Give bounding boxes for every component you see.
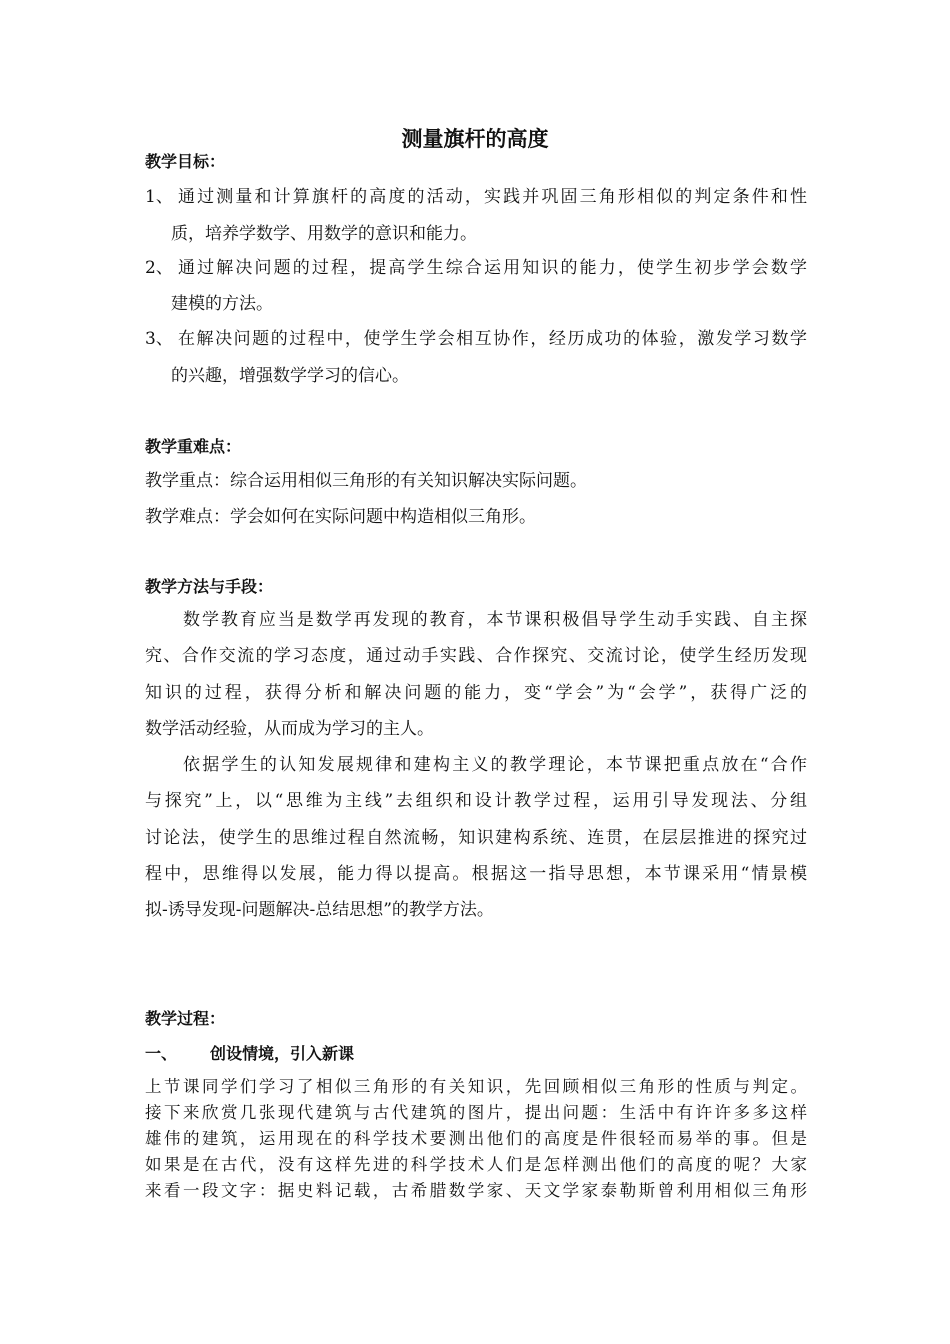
- process-line-1: 上节课同学们学习了相似三角形的有关知识，先回顾相似三角形的性质与判定。: [145, 1077, 807, 1096]
- methods-p1-line2: 究、合作交流的学习态度，通过动手实践、合作探究、交流讨论，使学生经历发现: [145, 646, 807, 666]
- methods-p1-line4: 数学活动经验，从而成为学习的主人。: [145, 719, 434, 739]
- methods-p2-line4: 程中，思维得以发展，能力得以提高。根据这一指导思想，本节课采用“情景模: [145, 864, 807, 884]
- methods-p2-line2: 与探究”上，以“思维为主线”去组织和设计教学过程，运用引导发现法、分组: [145, 791, 807, 811]
- methods-p1-line3: 知识的过程，获得分析和解决问题的能力，变“学会”为“会学”，获得广泛的: [145, 683, 807, 703]
- keypoints-heading: 教学重难点：: [145, 437, 242, 456]
- page-title: 测量旗杆的高度: [401, 127, 549, 151]
- process-line-5: 来看一段文字：据史料记载，古希腊数学家、天文学家泰勒斯曾利用相似三角形: [145, 1181, 807, 1200]
- methods-heading: 教学方法与手段：: [145, 577, 274, 596]
- methods-p2-line5: 拟-诱导发现-问题解决-总结思想”的教学方法。: [145, 900, 494, 920]
- objective-2-line2: 建模的方法。: [171, 294, 273, 314]
- objective-2-number: 2、: [145, 258, 173, 278]
- methods-p2-line1: 依据学生的认知发展规律和建构主义的教学理论，本节课把重点放在“合作: [183, 755, 807, 775]
- objectives-heading: 教学目标：: [145, 152, 226, 171]
- objective-1-line1: 通过测量和计算旗杆的高度的活动，实践并巩固三角形相似的判定条件和性: [178, 187, 807, 207]
- process-line-4: 如果是在古代，没有这样先进的科学技术人们是怎样测出他们的高度的呢？大家: [145, 1155, 807, 1174]
- objective-1-line2: 质，培养学数学、用数学的意识和能力。: [171, 224, 477, 244]
- process-line-3: 雄伟的建筑，运用现在的科学技术要测出他们的高度是件很轻而易举的事。但是: [145, 1129, 807, 1148]
- objective-3-line2: 的兴趣，增强数学学习的信心。: [171, 366, 409, 386]
- objective-2-line1: 通过解决问题的过程，提高学生综合运用知识的能力，使学生初步学会数学: [178, 258, 807, 278]
- objective-3-line1: 在解决问题的过程中，使学生学会相互协作，经历成功的体验，激发学习数学: [178, 329, 807, 349]
- keypoints-focus: 教学重点：综合运用相似三角形的有关知识解决实际问题。: [145, 471, 587, 491]
- keypoints-difficulty: 教学难点：学会如何在实际问题中构造相似三角形。: [145, 507, 536, 527]
- process-line-2: 接下来欣赏几张现代建筑与古代建筑的图片，提出问题：生活中有许许多多这样: [145, 1103, 807, 1122]
- methods-p2-line3: 讨论法，使学生的思维过程自然流畅，知识建构系统、连贯，在层层推进的探究过: [145, 828, 807, 848]
- objective-1-number: 1、: [145, 187, 173, 207]
- section-1-title: 创设情境，引入新课: [210, 1044, 355, 1063]
- methods-p1-line1: 数学教育应当是数学再发现的教育，本节课积极倡导学生动手实践、自主探: [183, 610, 807, 630]
- section-1-number: 一、: [145, 1044, 178, 1063]
- objective-3-number: 3、: [145, 329, 173, 349]
- process-heading: 教学过程：: [145, 1009, 226, 1028]
